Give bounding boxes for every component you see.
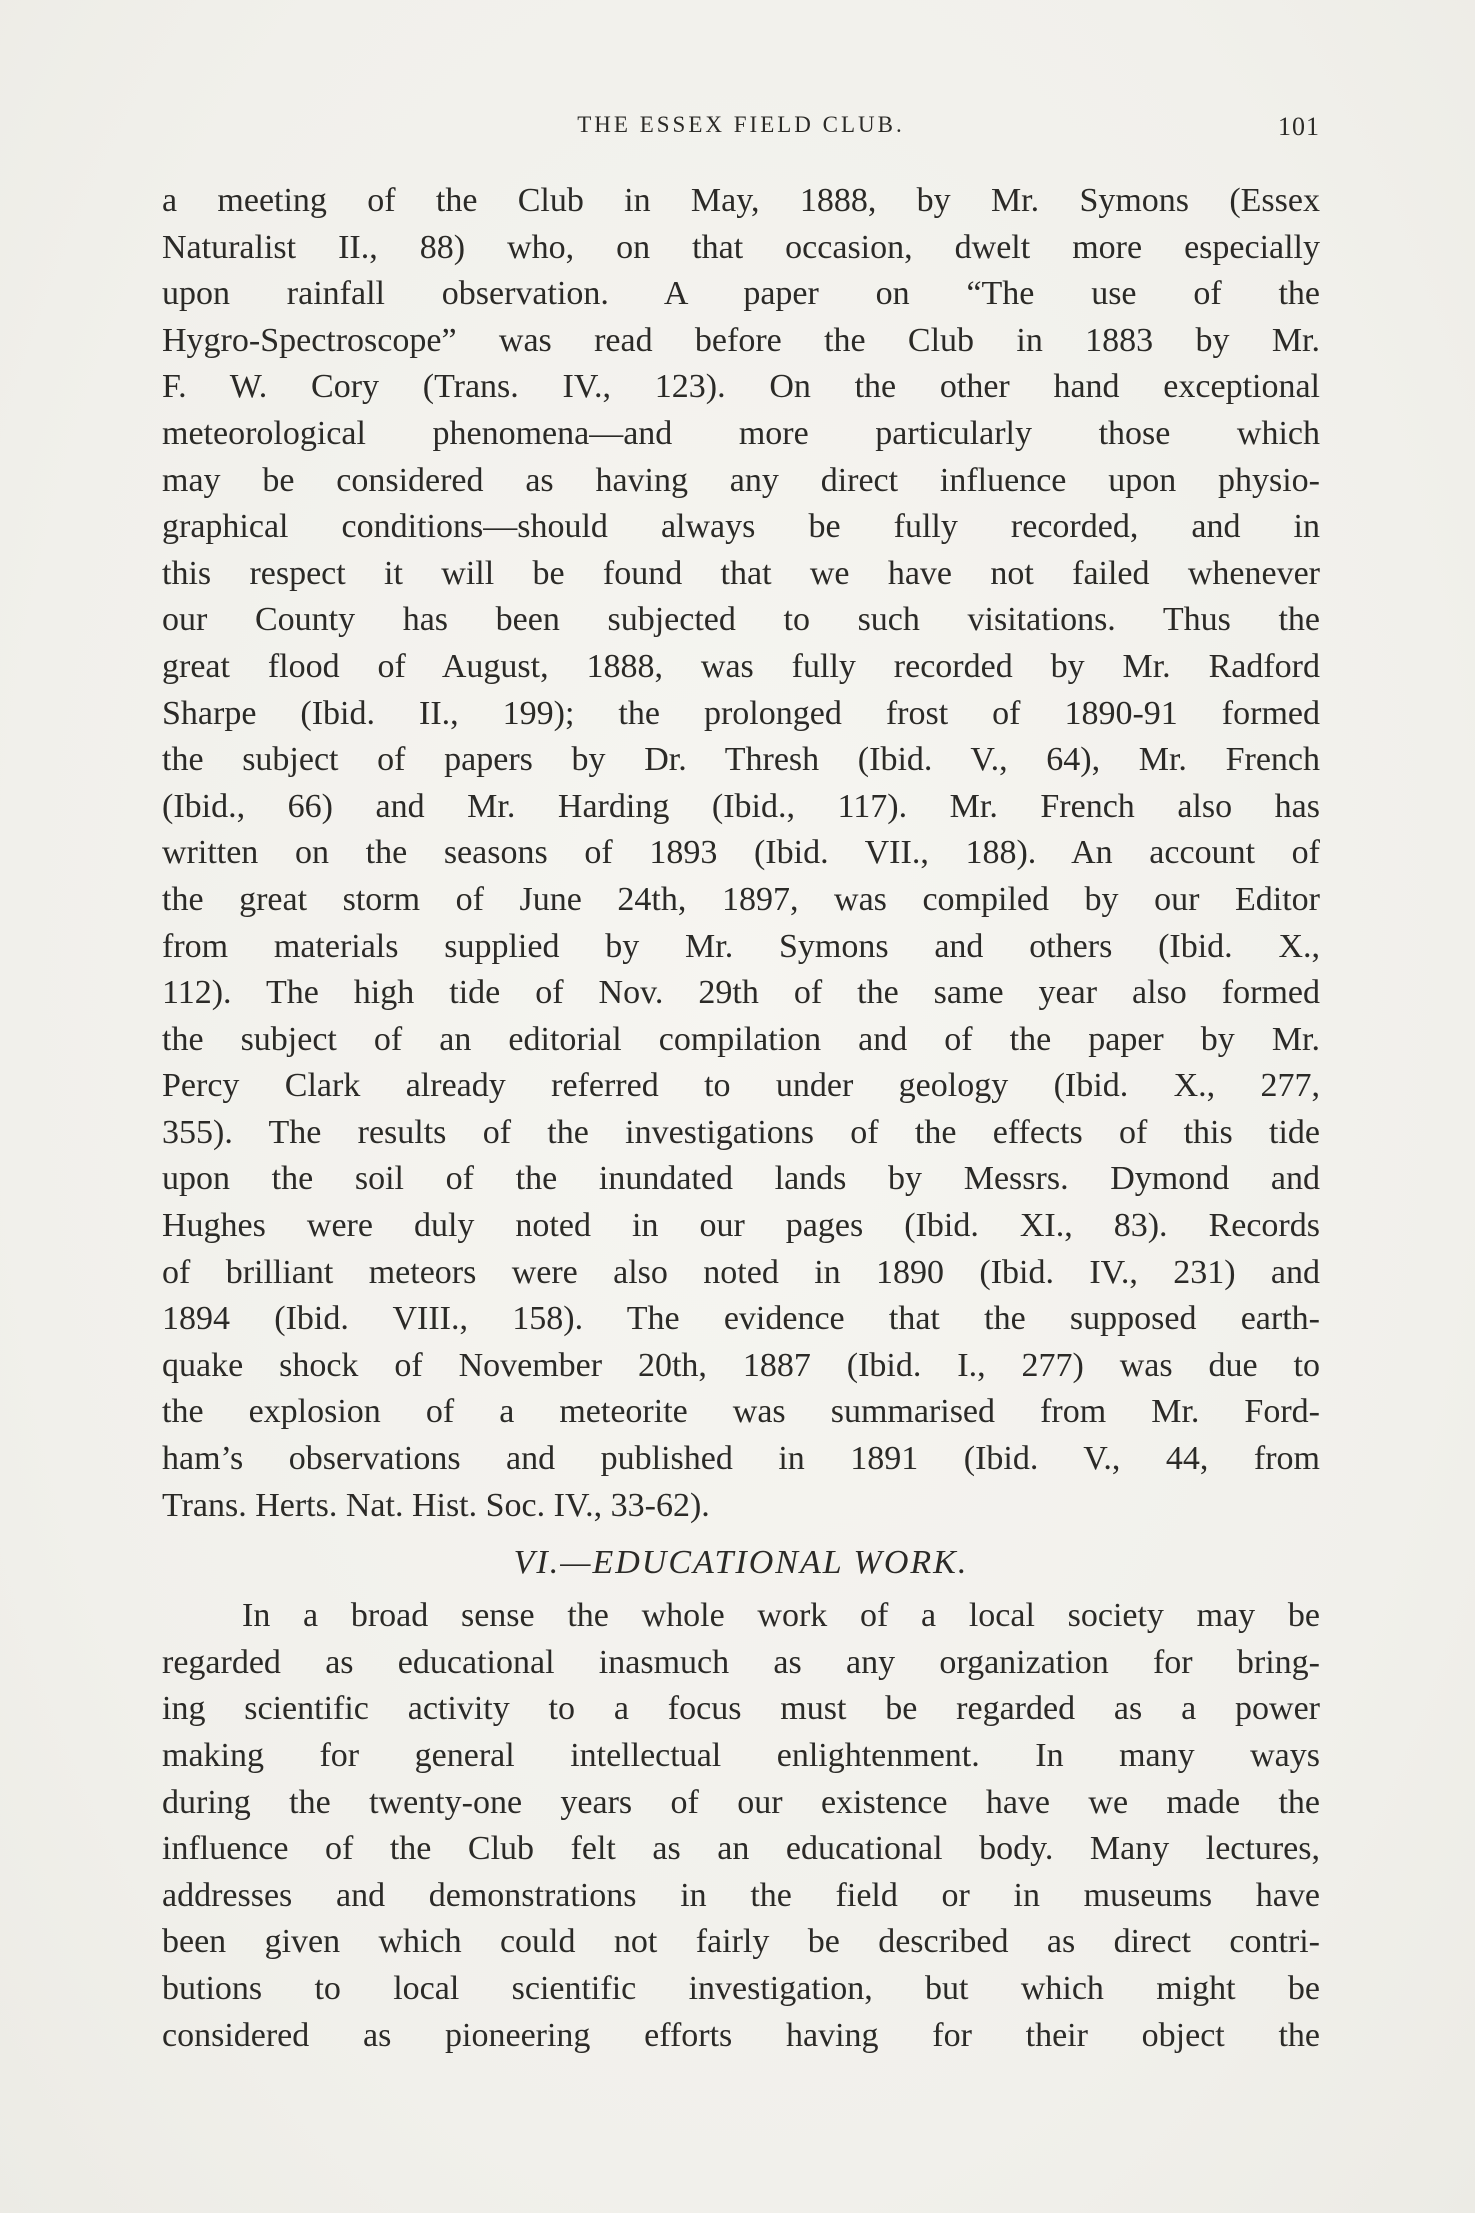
text-line: In a broad sense the whole work of a local society may be	[242, 1597, 1320, 1635]
text-line: Hughes were duly noted in our pages (Ibid. XI., 83). Records	[162, 1207, 1320, 1245]
text-line: quake shock of November 20th, 1887 (Ibid. I., 277) was due to	[162, 1346, 1320, 1384]
text-line: during the twenty-one years of our existence have we made the	[162, 1783, 1320, 1821]
text-line: Percy Clark already referred to under geology (Ibid. X., 277,	[162, 1067, 1320, 1105]
text-line: the explosion of a meteorite was summarised from Mr. Ford-	[162, 1393, 1320, 1431]
text-line: of brilliant meteors were also noted in 1890 (Ibid. IV., 231) and	[162, 1253, 1320, 1291]
text-line: upon the soil of the inundated lands by Messrs. Dymond and	[162, 1160, 1320, 1198]
text-line: the subject of papers by Dr. Thresh (Ibid. V., 64), Mr. French	[162, 741, 1320, 779]
paragraph-educational-work	[162, 1593, 1320, 2059]
text-line: Sharpe (Ibid. II., 199); the prolonged frost of 1890-91 formed	[162, 694, 1320, 732]
text-line: the great storm of June 24th, 1897, was compiled by our Editor	[162, 880, 1320, 918]
text-line: from materials supplied by Mr. Symons and others (Ibid. X.,	[162, 927, 1320, 965]
text-line: 1894 (Ibid. VIII., 158). The evidence that the supposed earth-	[162, 1300, 1320, 1338]
text-line: addresses and demonstrations in the field or in museums have	[162, 1876, 1320, 1914]
text-line: great flood of August, 1888, was fully recorded by Mr. Radford	[162, 647, 1320, 685]
text-line: Hygro-Spectroscope” was read before the Club in 1883 by Mr.	[162, 321, 1320, 359]
text-line: may be considered as having any direct influence upon physio-	[162, 461, 1320, 499]
text-line: (Ibid., 66) and Mr. Harding (Ibid., 117). Mr. French also has	[162, 787, 1320, 825]
text-line: ing scientific activity to a focus must be regarded as a power	[162, 1690, 1320, 1728]
text-line: been given which could not fairly be described as direct contri-	[162, 1923, 1320, 1961]
page-number: 101	[1278, 112, 1320, 141]
text-line: 355). The results of the investigations of the effects of this tide	[162, 1113, 1320, 1151]
text-line: this respect it will be found that we have not failed whenever	[162, 554, 1320, 592]
text-line: influence of the Club felt as an educational body. Many lectures,	[162, 1830, 1320, 1868]
text-line: F. W. Cory (Trans. IV., 123). On the other hand exceptional	[162, 368, 1320, 406]
text-line: Naturalist II., 88) who, on that occasion, dwelt more especially	[162, 228, 1320, 266]
text-line: upon rainfall observation. A paper on “The use of the	[162, 275, 1320, 313]
text-line: 112). The high tide of Nov. 29th of the same year also formed	[162, 974, 1320, 1012]
text-line: written on the seasons of 1893 (Ibid. VII., 188). An account of	[162, 834, 1320, 872]
text-line: considered as pioneering efforts having for their object the	[162, 2016, 1320, 2054]
text-line: the subject of an editorial compilation and of the paper by Mr.	[162, 1020, 1320, 1058]
text-line: regarded as educational inasmuch as any organization for bring-	[162, 1643, 1320, 1681]
text-line: our County has been subjected to such visitations. Thus the	[162, 601, 1320, 639]
running-title: THE ESSEX FIELD CLUB.	[577, 112, 905, 137]
text-line: a meeting of the Club in May, 1888, by Mr. Symons (Essex	[162, 182, 1320, 219]
text-line: making for general intellectual enlightenment. In many ways	[162, 1737, 1320, 1774]
section-heading: VI.—EDUCATIONAL WORK.	[513, 1544, 969, 1582]
text-line: Trans. Herts. Nat. Hist. Soc. IV., 33-62).	[162, 1486, 710, 1524]
body-text	[162, 178, 1320, 2059]
paragraph-meteorology	[162, 178, 1320, 1529]
text-line: ham’s observations and published in 1891 (Ibid. V., 44, from	[162, 1440, 1320, 1478]
running-head	[162, 112, 1320, 152]
text-line: graphical conditions—should always be fully recorded, and in	[162, 508, 1320, 546]
text-line: meteorological phenomena—and more particularly those which	[162, 414, 1320, 452]
text-line: butions to local scientific investigation, but which might be	[162, 1969, 1320, 2007]
